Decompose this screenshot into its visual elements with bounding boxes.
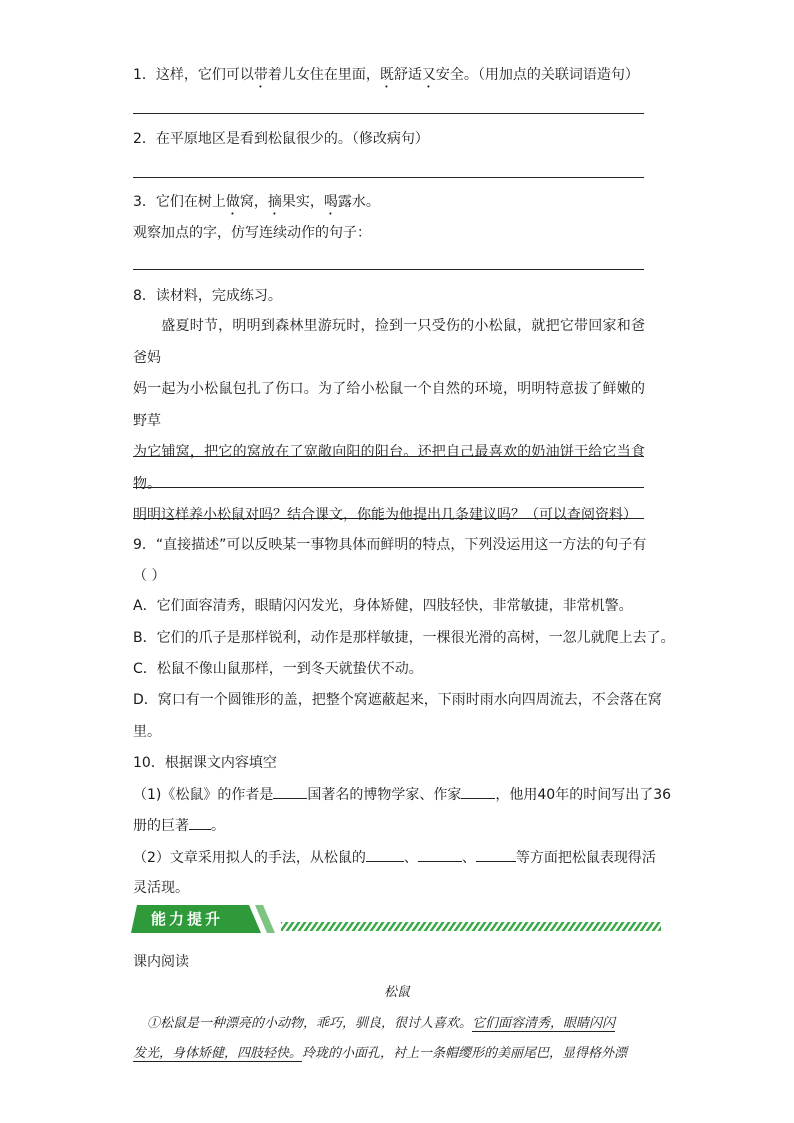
reading-heading: 课内阅读 [133, 954, 189, 970]
question-10-part-1-cont: 册的巨著 。 [133, 815, 225, 836]
question-9-title: 9．“直接描述”可以反映某一事物具体而鲜明的特点，下列没运用这一方法的句子有 [133, 537, 647, 553]
answer-line[interactable] [133, 269, 644, 270]
fill-blank[interactable] [366, 847, 404, 862]
fill-blank[interactable] [461, 784, 495, 799]
option-b[interactable]: B．它们的爪子是那样锐利，动作是那样敏捷，一棵很光滑的高树，一忽儿就爬上去了。 [133, 630, 675, 646]
section-title: 能力提升 [151, 910, 224, 928]
fill-blank[interactable] [273, 784, 307, 799]
question-8-title: 8．读材料，完成练习。 [133, 288, 282, 304]
fill-blank[interactable] [418, 847, 462, 862]
section-header [131, 903, 663, 935]
answer-line[interactable] [133, 456, 644, 457]
option-c[interactable]: C．松鼠不像山鼠那样，一到冬天就蛰伏不动。 [133, 661, 423, 677]
fill-blank[interactable] [189, 815, 211, 830]
question-10-part-2: （2）文章采用拟人的手法，从松鼠的 、 、 等方面把松鼠表现得活 [133, 847, 656, 868]
question-10-part-2-cont: 灵活现。 [133, 880, 189, 896]
answer-line[interactable] [133, 518, 644, 519]
question-10-part-1: （1)《松鼠》的作者是 国著名的博物学家、作家 ，他用40年的时间写出了36 [133, 784, 671, 805]
question-10-title: 10．根据课文内容填空 [133, 755, 277, 771]
answer-paren[interactable]: （ ） [133, 568, 166, 584]
question-3-instruction: 观察加点的字，仿写连续动作的句子： [133, 225, 371, 241]
question-1: 1．这样，它们可以带着儿女住在里面，既舒适又安全。（用加点的关联词语造句） [133, 67, 639, 83]
question-3: 3．它们在树上做窝，摘果实，喝露水。 [133, 194, 380, 210]
option-d[interactable]: D．窝口有一个圆锥形的盖，把整个窝遮蔽起来，下雨时雨水向四周流去，不会落在窝 [133, 692, 662, 708]
option-d-continued: 里。 [133, 724, 161, 740]
reading-line-2: 发光，身体矫健，四肢轻快。玲珑的小面孔，衬上一条帽缨形的美丽尾巴，显得格外漂 [133, 1046, 628, 1061]
answer-line[interactable] [133, 177, 644, 178]
question-2: 2．在平原地区是看到松鼠很少的。（修改病句） [133, 131, 429, 147]
answer-line[interactable] [133, 487, 644, 488]
fill-blank[interactable] [476, 847, 516, 862]
option-a[interactable]: A．它们面容清秀，眼睛闪闪发光，身体矫健，四肢轻快，非常敏捷，非常机警。 [133, 598, 633, 614]
question-8-passage: 盛夏时节，明明到森林里游玩时，捡到一只受伤的小松鼠，就把它带回家和爸爸妈 妈一起为小松鼠包扎了伤口。为了给小松鼠一个自然的环境，明明特意拔了鲜嫩的野草 为它铺窝，把它的窝放在了宽敞向阳的阳台。还把自己最喜欢的奶油饼干给它当食物。 明明这样养小松鼠对吗？结合课文，你能为他提出几条建议吗？（可以查阅资料） [133, 318, 645, 523]
reading-line-1: ①松鼠是一种漂亮的小动物，乖巧，驯良，很讨人喜欢。它们面容清秀，眼睛闪闪 [147, 1016, 616, 1031]
answer-line[interactable] [133, 113, 644, 114]
reading-title: 松鼠 [383, 985, 410, 1000]
